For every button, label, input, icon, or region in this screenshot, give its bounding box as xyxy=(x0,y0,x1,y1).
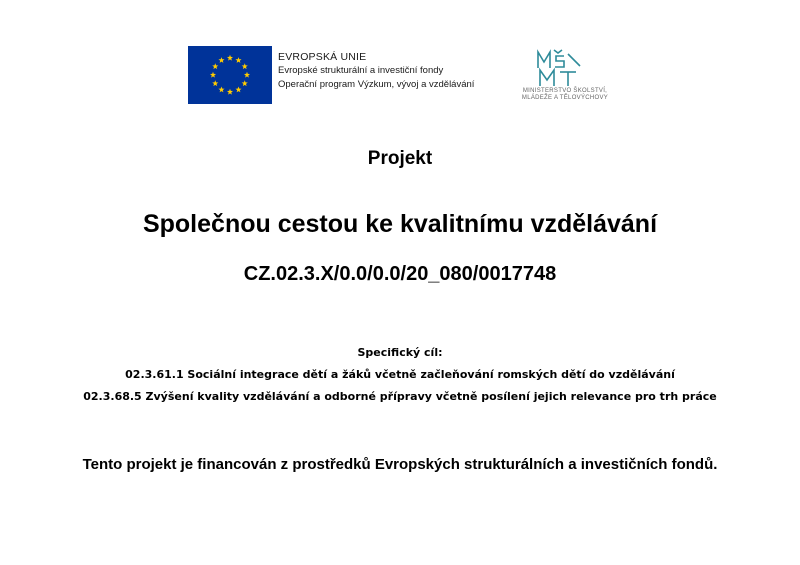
eu-logo-programme: Operační program Výzkum, vývoj a vzdělávání xyxy=(278,79,475,90)
msmt-logo-line-2: MLÁDEŽE A TĚLOVÝCHOVY xyxy=(521,95,609,101)
eu-logo-text xyxy=(278,50,474,92)
project-code: CZ.02.3.X/0.0/0.0/20_080/0017748 xyxy=(243,263,557,285)
eu-flag-icon xyxy=(188,46,272,104)
specific-goal-item: 02.3.68.5 Zvýšení kvality vzdělávání a odborné přípravy včetně posílení jejich relevance pro trh práce xyxy=(83,390,717,403)
specific-goal-item: 02.3.61.1 Sociální integrace dětí a žáků včetně začleňování romských dětí do vzdělávání xyxy=(125,368,675,381)
project-label: Projekt xyxy=(367,148,433,169)
specific-goal-heading: Specifický cíl: xyxy=(357,346,443,359)
msmt-logo-icon xyxy=(534,48,586,90)
msmt-logo-text xyxy=(510,88,620,102)
eu-logo-title: EVROPSKÁ UNIE xyxy=(278,51,367,63)
eu-logo-funds: Evropské strukturální a investiční fondy xyxy=(278,65,444,76)
funding-note: Tento projekt je financován z prostředků Evropských strukturálních a investičních fondů. xyxy=(82,456,718,473)
logo-bar xyxy=(188,46,628,108)
project-title: Společnou cestou ke kvalitnímu vzdělávání xyxy=(142,210,658,238)
msmt-logo-line-1: MINISTERSTVO ŠKOLSTVÍ, xyxy=(522,88,608,94)
